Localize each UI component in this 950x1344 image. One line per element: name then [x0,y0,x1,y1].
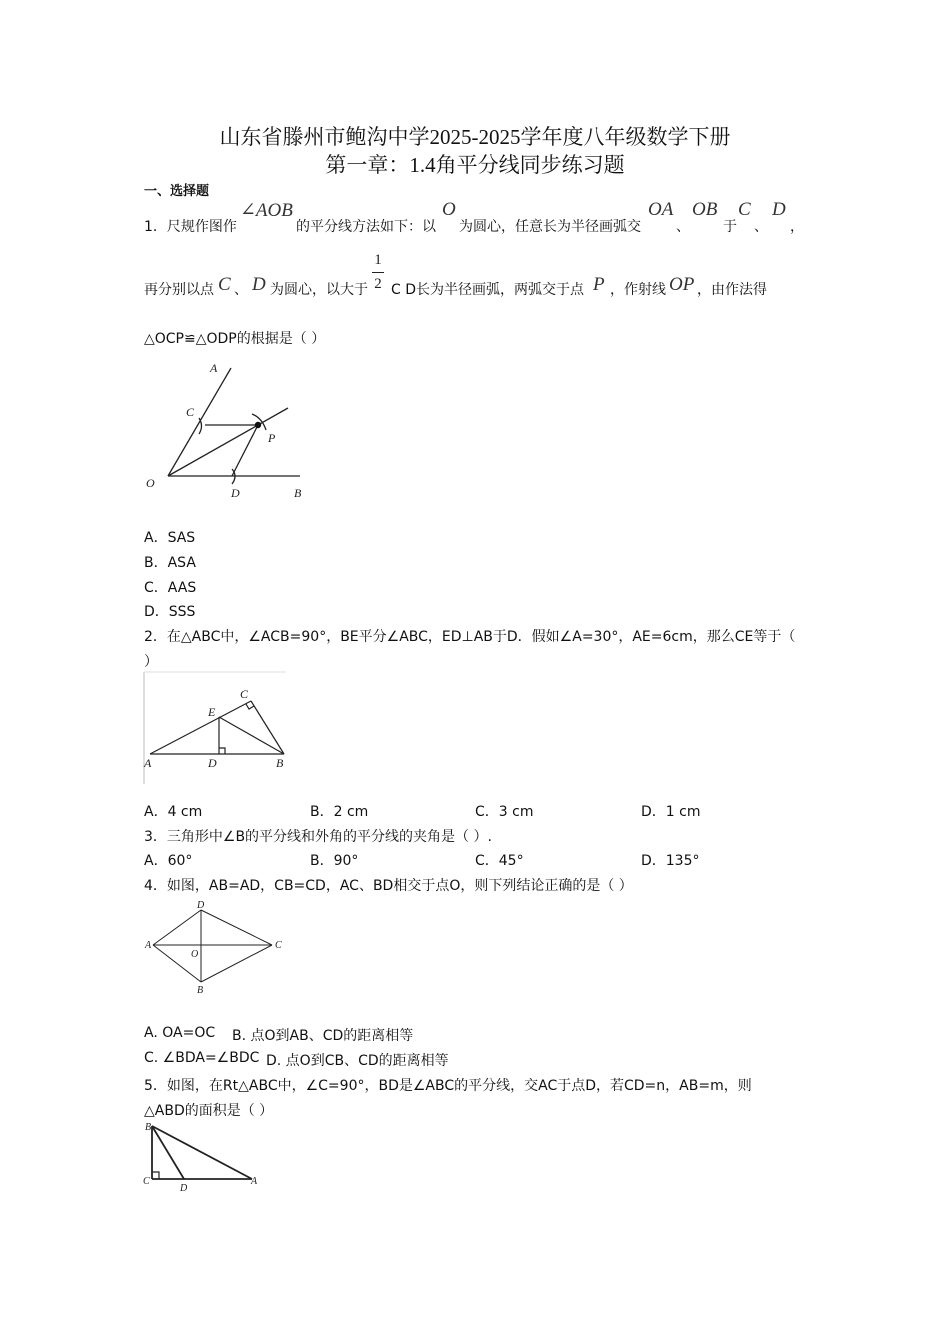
q1-sep-1: 、 [676,219,690,235]
q1-point-p: P [593,274,605,295]
q4-option-a: A. OA=OC [144,1025,216,1041]
q1-sep-2: 、 [754,219,768,235]
q2-option-c: C．3 cm [475,804,534,820]
q1-label-c: C [186,405,195,419]
q4-option-d: D. 点O到CB、CD的距离相等 [266,1053,449,1069]
doc-title-line2: 第一章：1.4角平分线同步练习题 [325,153,625,177]
q1-text-8: ，作射线 [610,282,666,298]
q3-text-1: 3．三角形中∠B的平分线和外角的平分线的夹角是（ ）. [144,829,492,845]
q2-label-a: A [144,756,152,770]
q1-text-9: ，由作法得 [697,282,767,298]
q1-text-3: 为圆心，任意长为半径画弧交 [459,219,641,235]
q4-label-d: D [197,900,205,911]
q1-sep-3: 、 [234,282,248,298]
q5-label-a: A [251,1176,258,1187]
q1-option-b: B．ASA [144,555,196,571]
q2-text-1: 2．在△ABC中，∠ACB=90°，BE平分∠ABC，ED⊥AB于D．假如∠A=30°，AE=6cm，那么CE等于（ [144,629,796,645]
q1-text-2: 的平分线方法如下：以 [296,219,436,235]
q1-text-5: 再分别以点 [144,282,214,298]
q1-frac-numerator: 1 [374,252,382,268]
section-heading: 一、选择题 [144,184,210,199]
q4-label-b: B [197,985,204,996]
q2-label-b: B [276,756,284,770]
doc-title-line1: 山东省滕州市鲍沟中学2025-2025学年度八年级数学下册 [219,125,731,149]
q1-text-7: C D长为半径画弧，两弧交于点 [391,282,585,298]
q4-option-c: C. ∠BDA=∠BDC [144,1050,260,1066]
q1-option-a: A．SAS [144,530,196,546]
q1-point-o: O [442,199,456,220]
q2-label-d: D [208,756,217,770]
q1-point-c: C [738,199,751,220]
q1-point-c2: C [218,274,231,295]
q1-text-1: 1．尺规作图作 [144,219,237,235]
q1-text-10: △OCP≌△ODP的根据是（ ） [144,331,326,347]
q3-option-a: A．60° [144,853,193,869]
q4-text-1: 4．如图，AB=AD，CB=CD，AC、BD相交于点O，则下列结论正确的是（ ） [144,878,633,894]
q1-ray-ob: OB [692,199,718,220]
q2-label-e: E [208,705,216,719]
q5-label-b: B [145,1122,152,1133]
q1-option-d: D．SSS [144,604,196,620]
q1-label-a: A [210,361,218,375]
q1-angle-aob: ∠AOB [240,200,293,221]
q1-label-p: P [268,431,276,445]
q3-option-b: B．90° [310,853,359,869]
q1-text-4: 于 [723,219,737,235]
q1-ray-op: OP [669,274,695,295]
q2-text-2: ） [144,654,158,670]
q1-text-6: 为圆心，以大于 [270,282,368,298]
q2-option-d: D．1 cm [641,804,701,820]
q1-comma: ， [790,219,804,235]
q4-label-c: C [275,940,282,951]
q3-option-d: D．135° [641,853,700,869]
q1-point-d: D [772,199,786,220]
q5-label-d: D [180,1183,188,1194]
q5-label-c: C [143,1176,150,1187]
q5-right-angle-c [152,1172,159,1179]
q5-text-2: △ABD的面积是（ ） [144,1103,274,1119]
q2-label-c: C [240,687,249,701]
q5-text-1: 5．如图，在Rt△ABC中，∠C=90°，BD是∠ABC的平分线，交AC于点D，若CD=n，AB=m，则 [144,1078,752,1094]
q4-label-a: A [145,940,152,951]
q4-option-b: B. 点O到AB、CD的距离相等 [232,1028,414,1044]
q1-label-d: D [231,486,240,500]
q4-label-o: O [191,949,199,960]
q1-frac-denominator: 2 [374,276,382,292]
q1-label-b: B [294,486,302,500]
q1-label-o: O [146,476,155,490]
q3-option-c: C．45° [475,853,524,869]
q1-point-d2: D [252,274,266,295]
q2-option-b: B．2 cm [310,804,369,820]
q1-ray-oa: OA [648,199,674,220]
q2-option-a: A．4 cm [144,804,203,820]
q1-option-c: C．AAS [144,580,197,596]
